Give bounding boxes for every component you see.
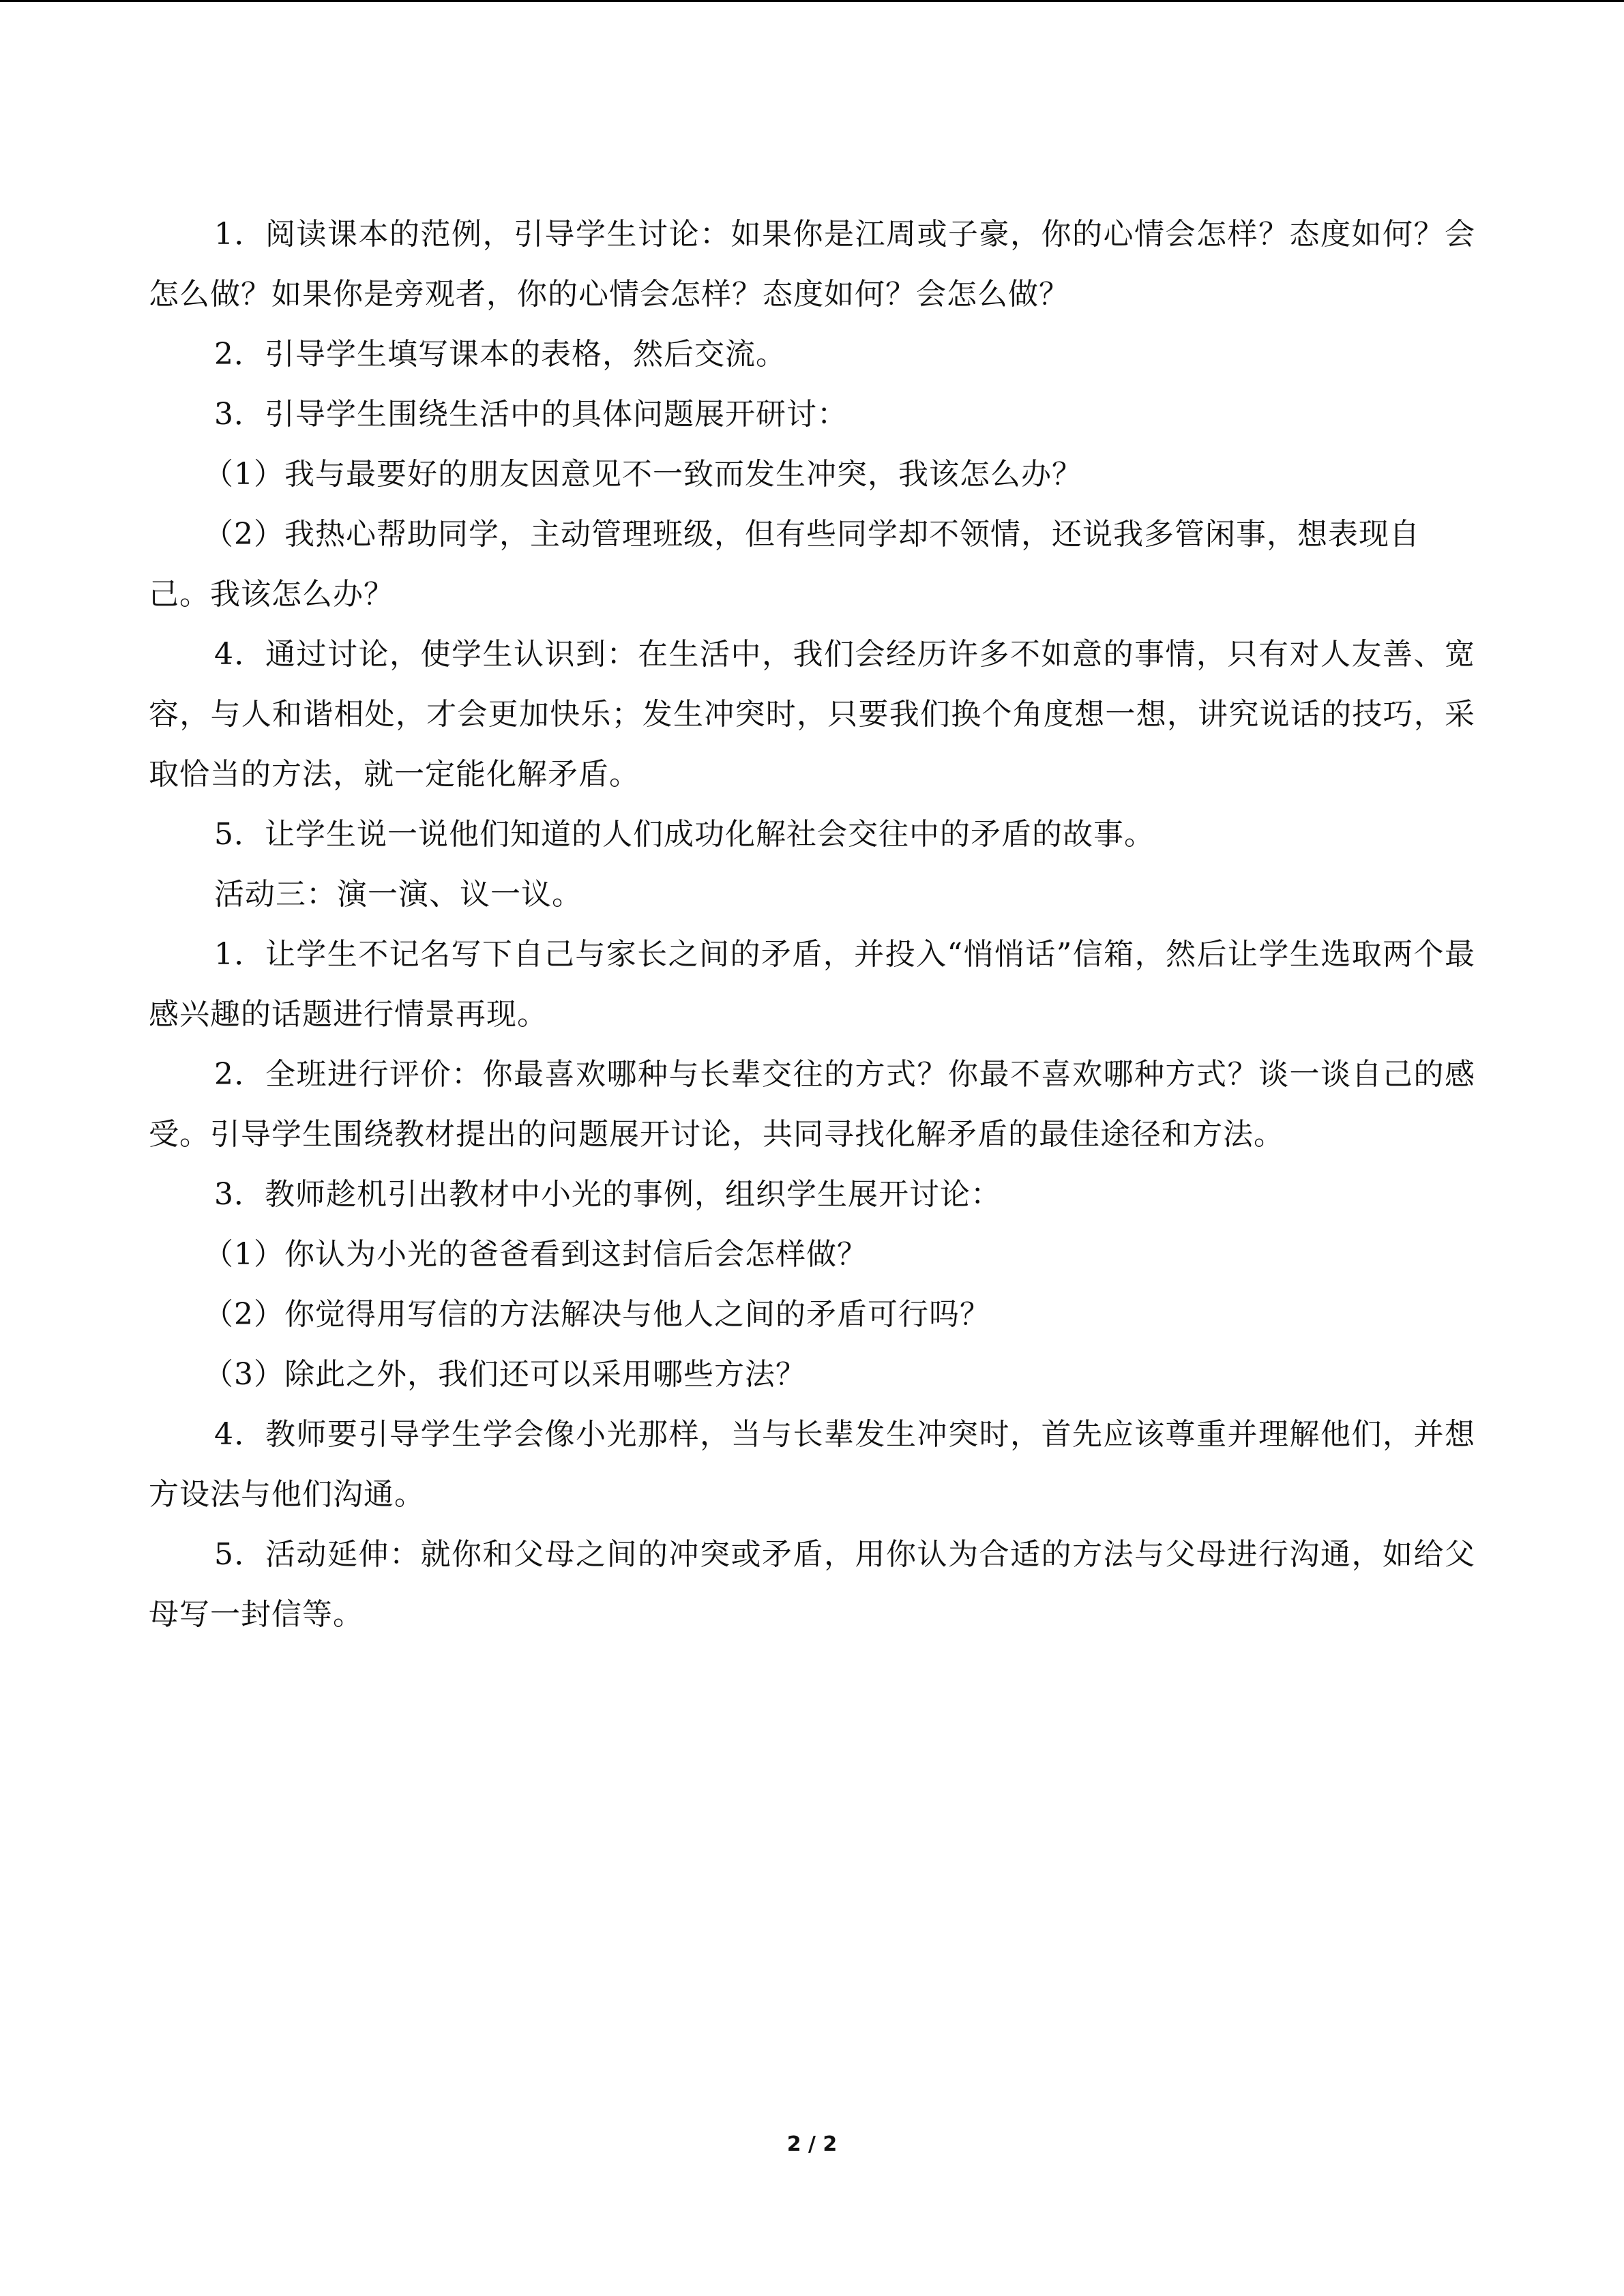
page-top-border — [0, 0, 1624, 2]
sub-item-1: （1）我与最要好的朋友因意见不一致而发生冲突，我该怎么办？ — [203, 457, 1082, 492]
sub-item-4: （2）你觉得用写信的方法解决与他人之间的矛盾可行吗？ — [203, 1297, 990, 1332]
paragraph-3: 3．引导学生围绕生活中的具体问题展开研讨： — [214, 397, 848, 432]
paragraph-1: 1．阅读课本的范例，引导学生讨论：如果你是江周或子豪，你的心情会怎样？态度如何？会怎么做？如果你是旁观者，你的心情会怎样？态度如何？会怎么做？ — [149, 217, 1475, 312]
paragraph-9: 4．教师要引导学生学会像小光那样，当与长辈发生冲突时，首先应该尊重并理解他们，并想方设法与他们沟通。 — [149, 1417, 1475, 1512]
paragraph-7: 2．全班进行评价：你最喜欢哪种与长辈交往的方式？你最不喜欢哪种方式？谈一谈自己的感受。引导学生围绕教材提出的问题展开讨论，共同寻找化解矛盾的最佳途径和方法。 — [149, 1057, 1475, 1152]
sub-item-3: （1）你认为小光的爸爸看到这封信后会怎样做？ — [203, 1237, 868, 1272]
activity-heading: 活动三：演一演、议一议。 — [214, 877, 582, 912]
paragraph-2: 2．引导学生填写课本的表格，然后交流。 — [214, 337, 786, 372]
sub-item-2: （2）我热心帮助同学，主动管理班级，但有些同学却不领情，还说我多管闲事，想表现自己。我该怎么办？ — [149, 517, 1420, 612]
page-number: 2 / 2 — [786, 2132, 838, 2156]
paragraph-10: 5．活动延伸：就你和父母之间的冲突或矛盾，用你认为合适的方法与父母进行沟通，如给父母写一封信等。 — [149, 1537, 1475, 1632]
paragraph-8: 3．教师趁机引出教材中小光的事例，组织学生展开讨论： — [214, 1177, 1001, 1212]
paragraph-4: 4．通过讨论，使学生认识到：在生活中，我们会经历许多不如意的事情，只有对人友善、宽容，与人和谐相处，才会更加快乐；发生冲突时，只要我们换个角度想一想，讲究说话的技巧，采取恰当的方法，就一定能化解矛盾。 — [149, 637, 1475, 792]
paragraph-6: 1．让学生不记名写下自己与家长之间的矛盾，并投入“悄悄话”信箱，然后让学生选取两个最感兴趣的话题进行情景再现。 — [149, 937, 1475, 1032]
document-body — [149, 205, 1475, 1645]
sub-item-5: （3）除此之外，我们还可以采用哪些方法？ — [203, 1357, 806, 1392]
paragraph-5: 5．让学生说一说他们知道的人们成功化解社会交往中的矛盾的故事。 — [214, 817, 1155, 852]
